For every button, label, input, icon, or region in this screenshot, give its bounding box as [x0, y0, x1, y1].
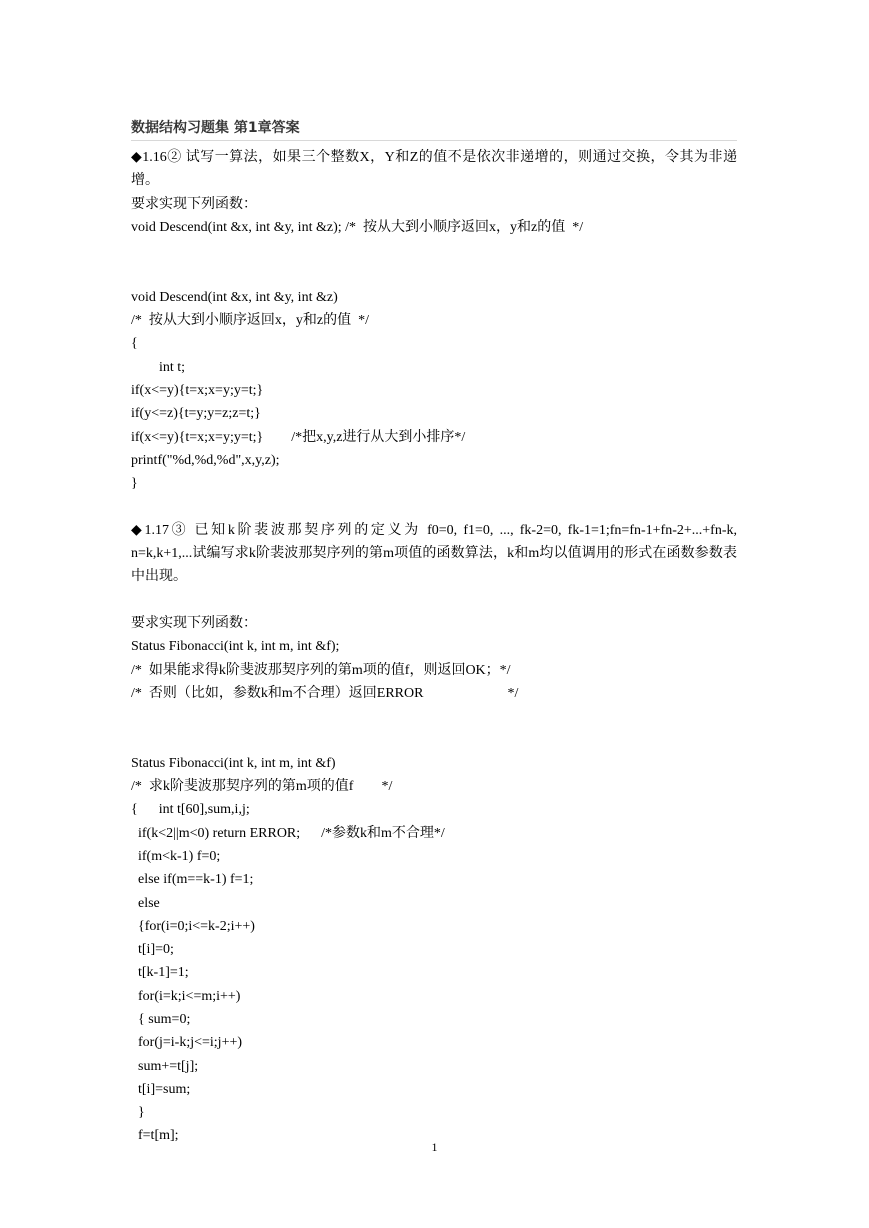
spacer	[131, 262, 737, 285]
code-line: t[i]=sum;	[131, 1081, 191, 1097]
code-line: else if(m==k-1) f=1;	[131, 872, 254, 888]
question-1-17: ◆1.17③ 已知k阶裴波那契序列的定义为 f0=0, f1=0, ..., fk-2=0, fk-1=1;fn=fn-1+fn-2+...+fn-k, n=k,k+1,...试编写求k阶裴波那契序列的第m项值的函数算法，k和m均以值调用的形式在函数参数表中出现。	[131, 522, 737, 585]
code-line: {for(i=0;i<=k-2;i++)	[131, 918, 255, 934]
code-line: for(i=k;i<=m;i++)	[131, 988, 241, 1004]
code-line: int t;	[131, 359, 186, 375]
comment-1-17-a: /* 如果能求得k阶斐波那契序列的第m项的值f，则返回OK；*/	[131, 662, 511, 678]
spacer	[131, 495, 737, 518]
title-divider	[131, 140, 737, 141]
code-line: printf("%d,%d,%d",x,y,z);	[131, 452, 280, 468]
code-line: {	[131, 336, 138, 352]
code-line: }	[131, 476, 138, 492]
spacer	[131, 705, 737, 728]
code-line: { sum=0;	[131, 1011, 191, 1027]
page-number: 1	[431, 1140, 438, 1154]
require-1-16: 要求实现下列函数：	[131, 196, 257, 212]
code-line: t[i]=0;	[131, 942, 174, 958]
code-line: sum+=t[j];	[131, 1058, 199, 1074]
comment-1-17-b: /* 否则（比如，参数k和m不合理）返回ERROR */	[131, 685, 519, 701]
code-line: void Descend(int &x, int &y, int &z)	[131, 289, 338, 305]
code-line: { int t[60],sum,i,j;	[131, 802, 250, 818]
code-line: for(j=i-k;j<=i;j++)	[131, 1035, 243, 1051]
page-title: 数据结构习题集 第1章答案	[131, 120, 300, 136]
code-line: }	[131, 1105, 145, 1121]
code-line: t[k-1]=1;	[131, 965, 189, 981]
code-line: f=t[m];	[131, 1128, 179, 1144]
signature-1-16: void Descend(int &x, int &y, int &z); /* 按从大到小顺序返回x，y和z的值 */	[131, 219, 584, 235]
code-line: if(x<=y){t=x;x=y;y=t;}	[131, 382, 264, 398]
code-line: if(k<2||m<0) return ERROR; /*参数k和m不合理*/	[131, 825, 445, 841]
spacer	[131, 728, 737, 751]
code-line: if(y<=z){t=y;y=z;z=t;}	[131, 406, 261, 422]
code-line: if(x<=y){t=x;x=y;y=t;} /*把x,y,z进行从大到小排序*/	[131, 429, 466, 445]
spacer	[131, 589, 737, 612]
signature-1-17: Status Fibonacci(int k, int m, int &f);	[131, 639, 340, 655]
document-body	[131, 146, 737, 1148]
code-block-1-17	[131, 752, 737, 1148]
code-line: /* 求k阶斐波那契序列的第m项的值f */	[131, 779, 393, 795]
question-1-16: ◆1.16② 试写一算法，如果三个整数X，Y和Z的值不是依次非递增的，则通过交换，令其为非递增。	[131, 150, 737, 189]
code-line: /* 按从大到小顺序返回x，y和z的值 */	[131, 313, 369, 329]
code-line: else	[131, 895, 160, 911]
code-line: Status Fibonacci(int k, int m, int &f)	[131, 755, 336, 771]
spacer	[131, 239, 737, 262]
code-line: if(m<k-1) f=0;	[131, 848, 221, 864]
require-1-17: 要求实现下列函数：	[131, 615, 257, 631]
code-block-1-16	[131, 286, 737, 496]
